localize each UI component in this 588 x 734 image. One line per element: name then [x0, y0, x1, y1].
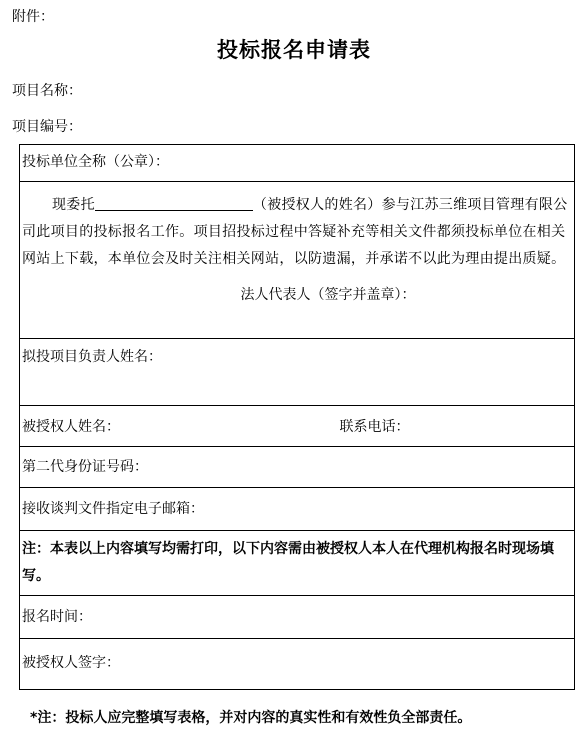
id-number-cell[interactable]: [20, 447, 575, 488]
table-note: 注：本表以上内容填写均需打印，以下内容需由被授权人本人在代理机构报名时现场填写。: [22, 541, 554, 584]
table-row: [20, 447, 575, 488]
authorization-cell: [20, 182, 575, 339]
registration-time-label: 报名时间：: [22, 609, 92, 625]
table-row: [20, 596, 575, 639]
unit-name-cell[interactable]: [20, 145, 575, 182]
email-label: 接收谈判文件指定电子邮箱：: [22, 501, 204, 517]
legal-representative-label: 法人代表人（签字并盖章）：: [240, 287, 416, 303]
note-cell: [20, 531, 575, 596]
authorized-person-cell[interactable]: [20, 406, 575, 447]
table-row: [20, 639, 575, 690]
project-leader-label: 拟投项目负责人姓名：: [22, 349, 162, 365]
authorization-text: （被授权人的姓名）参与江苏三维项目管理有限公司此项目的投标报名工作。项目招投标过程中答疑补充等相关文件都须投标单位在相关网站上下载，本单位会及时关注相关网站，以防遗漏，并承诺不以此为理由提出质疑。: [22, 197, 568, 267]
project-name-label: 项目名称：: [12, 83, 82, 99]
authorized-signature-label: 被授权人签字：: [22, 655, 120, 671]
authorized-name-blank[interactable]: [95, 196, 253, 211]
table-row: [20, 488, 575, 531]
footnote: *注：投标人应完整填写表格，并对内容的真实性和有效性负全部责任。: [30, 710, 472, 726]
phone-label: 联系电话：: [339, 419, 410, 435]
table-row: [20, 145, 575, 182]
page-title: 投标报名申请表: [217, 38, 371, 62]
authorization-prefix: 现委托: [52, 197, 95, 213]
id-number-label: 第二代身份证号码：: [22, 459, 148, 475]
project-number-label: 项目编号：: [12, 119, 82, 135]
table-row: [20, 339, 575, 406]
signature-cell[interactable]: [20, 639, 575, 690]
registration-form-table: [19, 144, 575, 690]
authorization-paragraph: [22, 182, 574, 273]
table-row: [20, 531, 575, 596]
email-cell[interactable]: [20, 488, 575, 531]
registration-time-cell[interactable]: [20, 596, 575, 639]
unit-full-name-label: 投标单位全称（公章）：: [22, 154, 169, 170]
table-row: [20, 406, 575, 447]
table-row: [20, 182, 575, 339]
authorized-person-name-label: 被授权人姓名：: [22, 419, 120, 435]
project-leader-cell[interactable]: [20, 339, 575, 406]
attachment-label: 附件：: [12, 9, 54, 25]
